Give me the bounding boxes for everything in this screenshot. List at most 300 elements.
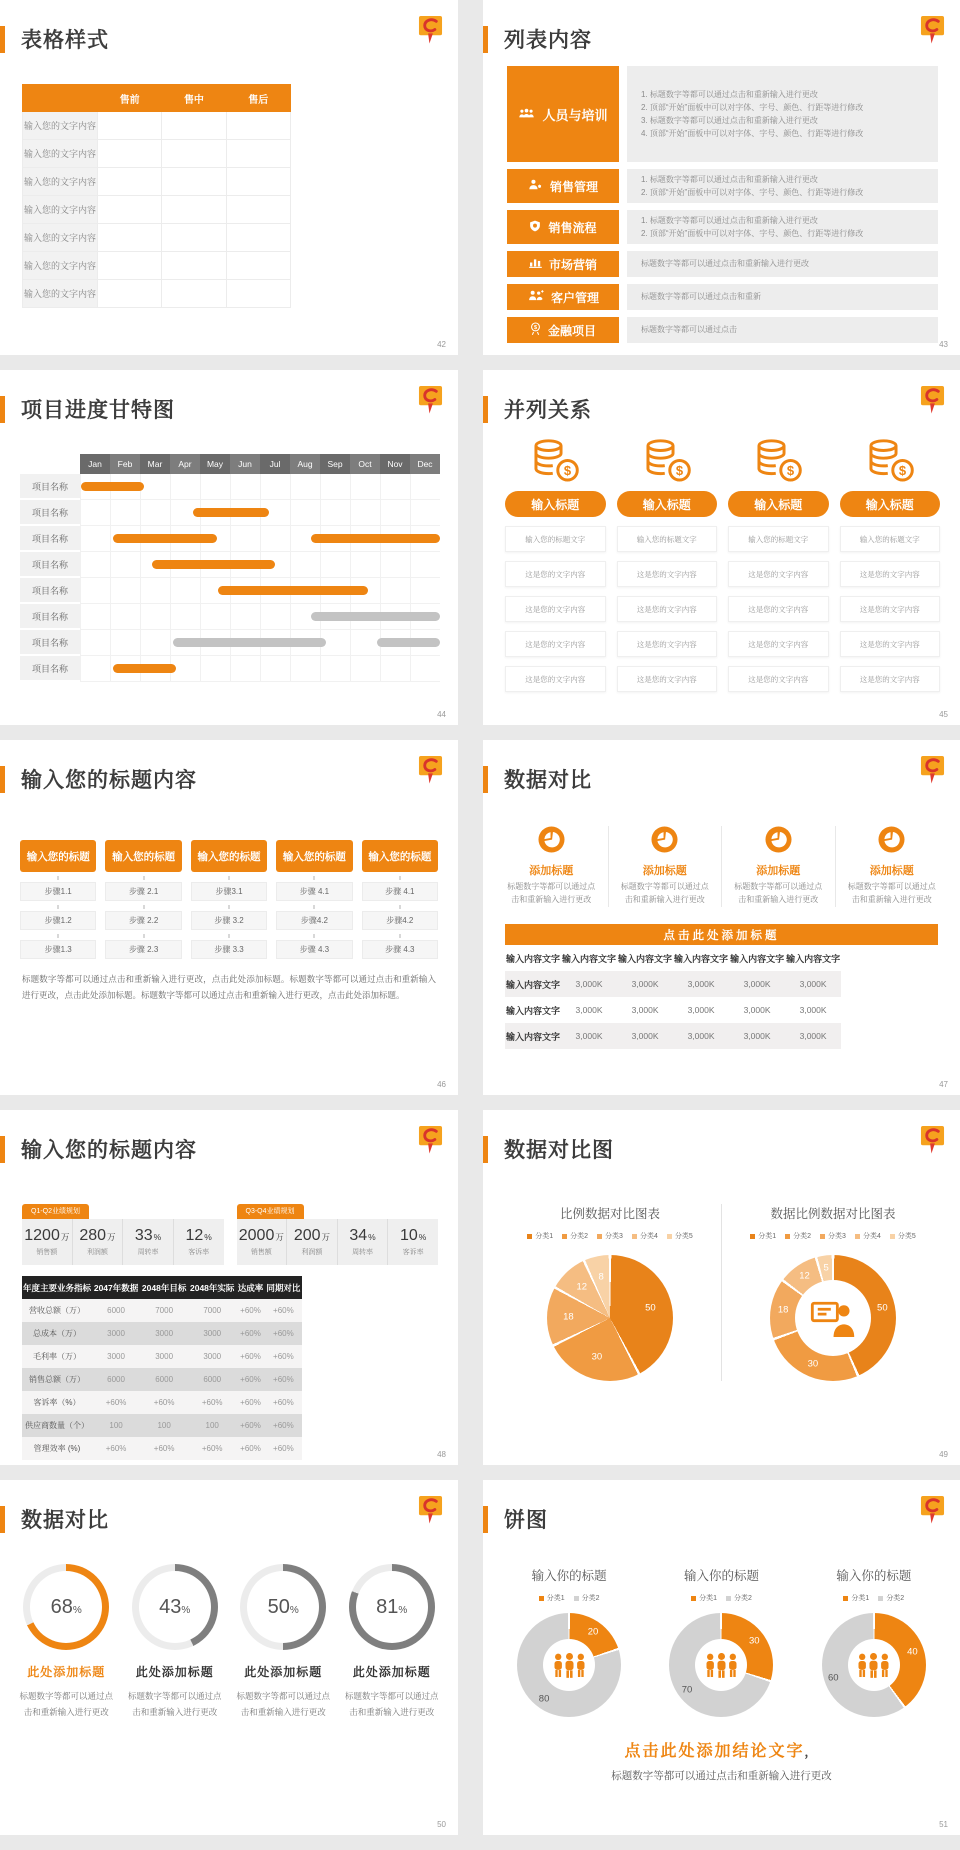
table-header-cell: 输入内容文字 bbox=[506, 954, 561, 964]
slide-47-data-compare[interactable] bbox=[483, 740, 960, 1095]
brand-logo-icon bbox=[418, 385, 443, 414]
parallel-column bbox=[617, 436, 718, 692]
table-cell: +60% bbox=[240, 1421, 261, 1430]
table-cell: 销售总额（万） bbox=[29, 1375, 85, 1384]
gantt-bar bbox=[193, 508, 270, 517]
legend-label: 分类5 bbox=[897, 1233, 916, 1240]
kpi-table bbox=[22, 1276, 302, 1460]
gantt-bar bbox=[152, 560, 275, 569]
desc-line: 标题数字等都可以通过点击和重新 bbox=[641, 292, 761, 302]
table-cell: +60% bbox=[240, 1444, 261, 1453]
pie-chart-icon bbox=[765, 826, 792, 854]
progress-item bbox=[12, 1564, 121, 1720]
progress-ring bbox=[132, 1564, 218, 1650]
table-header-cell: 售后 bbox=[226, 85, 290, 112]
slide-49-pie-compare[interactable] bbox=[483, 1110, 960, 1465]
title-accent-bar bbox=[0, 26, 5, 53]
step-column-header: 输入您的标题 bbox=[362, 840, 438, 872]
gantt-month: May bbox=[200, 454, 230, 474]
progress-percent: 50 bbox=[267, 1595, 290, 1618]
brand-logo-icon bbox=[920, 385, 945, 414]
column-title-button: 输入标题 bbox=[728, 491, 829, 517]
table-row bbox=[22, 1368, 302, 1391]
legend-item bbox=[820, 1231, 846, 1241]
text-box: 输入您的标题文字 bbox=[617, 526, 718, 552]
chart-legend bbox=[798, 1593, 950, 1603]
list-item-label: 销售管理 bbox=[549, 179, 598, 194]
slide-46-steps[interactable] bbox=[0, 740, 458, 1095]
stat-value: 280万 bbox=[79, 1226, 116, 1244]
table-cell: +60% bbox=[201, 1444, 223, 1453]
step-item: 步骤 4.1 bbox=[362, 882, 438, 901]
table-cell bbox=[98, 140, 162, 168]
gantt-row bbox=[20, 552, 440, 578]
table-cell: 3,000K bbox=[743, 1031, 771, 1041]
legend-item bbox=[691, 1593, 717, 1603]
row-label: 输入您的文字内容 bbox=[23, 168, 98, 196]
legend-label: 分类1 bbox=[851, 1595, 870, 1602]
table-banner: 点击此处添加标题 bbox=[505, 924, 938, 945]
title-accent-bar bbox=[483, 766, 488, 793]
stat-unit: 万 bbox=[321, 1231, 331, 1242]
legend-marker bbox=[539, 1596, 544, 1601]
table-header-cell: 2048年实际 bbox=[188, 1276, 236, 1299]
table-header-cell: 2047年数据 bbox=[92, 1276, 140, 1299]
table-cell: 100 bbox=[157, 1421, 171, 1430]
table-header-cell: 输入内容文字 bbox=[674, 954, 729, 964]
list-item-desc bbox=[627, 251, 938, 277]
text-box: 这是您的文字内容 bbox=[505, 666, 606, 692]
legend-item bbox=[574, 1593, 600, 1603]
legend-marker bbox=[750, 1234, 755, 1239]
slide-title: 饼图 bbox=[504, 1509, 548, 1532]
step-column bbox=[362, 840, 438, 959]
donut-chart-block bbox=[721, 1204, 944, 1381]
gantt-row-label: 项目名称 bbox=[20, 630, 80, 656]
chart-title: 输入你的标题 bbox=[836, 1569, 912, 1583]
progress-value bbox=[139, 1571, 211, 1643]
progress-title: 此处添加标题 bbox=[135, 1665, 214, 1679]
table-cell bbox=[162, 280, 226, 308]
chart-value-label: 8 bbox=[598, 1271, 604, 1283]
table-cell: 3000 bbox=[203, 1329, 222, 1338]
step-item: 步骤3.1 bbox=[191, 882, 267, 901]
stat-item bbox=[122, 1219, 173, 1265]
gantt-row-cells bbox=[80, 552, 440, 578]
legend-marker bbox=[597, 1234, 602, 1239]
chart-value-label: 12 bbox=[799, 1270, 810, 1282]
legend-marker bbox=[890, 1234, 895, 1239]
gantt-row bbox=[20, 474, 440, 500]
stat-label: 客诉率 bbox=[188, 1248, 210, 1256]
stat-label: 周转率 bbox=[352, 1248, 374, 1256]
progress-item bbox=[121, 1564, 230, 1720]
gantt-row bbox=[20, 526, 440, 552]
finance-icon bbox=[530, 322, 541, 338]
percent-sign: % bbox=[72, 1604, 82, 1616]
legend-label: 分类1 bbox=[546, 1595, 565, 1602]
stat-unit: % bbox=[368, 1231, 376, 1242]
column-title-button: 输入标题 bbox=[840, 491, 941, 517]
feature-item bbox=[608, 826, 722, 907]
table-cell: 3000 bbox=[155, 1352, 174, 1361]
gantt-row-label: 项目名称 bbox=[20, 604, 80, 630]
chart-value-label: 18 bbox=[777, 1304, 789, 1316]
page-number: 50 bbox=[437, 1820, 446, 1829]
chart-value-label: 50 bbox=[645, 1302, 656, 1314]
stat-groups bbox=[22, 1200, 438, 1265]
brand-logo-icon bbox=[920, 1495, 945, 1524]
step-item: 步骤 3.2 bbox=[191, 911, 267, 930]
table-row bbox=[505, 1023, 841, 1049]
text-box: 这是您的文字内容 bbox=[728, 631, 829, 657]
list-items bbox=[507, 66, 938, 350]
parallel-column bbox=[840, 436, 941, 692]
chart-value-label: 40 bbox=[907, 1646, 918, 1658]
table-cell: 3000 bbox=[107, 1352, 125, 1361]
gantt-bar bbox=[113, 534, 217, 543]
step-column-header: 输入您的标题 bbox=[276, 840, 352, 872]
text-box: 这是您的文字内容 bbox=[505, 596, 606, 622]
conclusion-title: 点击此处添加结论文字， bbox=[624, 1743, 819, 1760]
table-cell: 管理效率 (%) bbox=[33, 1444, 81, 1453]
page-number: 51 bbox=[939, 1820, 948, 1829]
chart-title: 输入你的标题 bbox=[683, 1569, 759, 1583]
table-cell: 3,000K bbox=[799, 1005, 827, 1015]
table-cell bbox=[98, 280, 162, 308]
table-row bbox=[505, 971, 841, 997]
market-chart-icon bbox=[529, 257, 542, 271]
feature-title: 添加标题 bbox=[869, 865, 914, 877]
slide-title: 项目进度甘特图 bbox=[21, 399, 175, 422]
table-cell bbox=[98, 112, 162, 140]
chart-legend bbox=[645, 1593, 797, 1603]
legend-item bbox=[597, 1231, 623, 1241]
progress-ring bbox=[240, 1564, 326, 1650]
slide-43-list-content[interactable] bbox=[483, 0, 960, 355]
page-number: 44 bbox=[437, 710, 446, 719]
table-cell: 供应商数量（个） bbox=[25, 1421, 89, 1430]
sales-process-icon bbox=[529, 220, 541, 235]
list-item-desc bbox=[627, 210, 938, 244]
gantt-row-cells bbox=[80, 474, 440, 500]
text-box: 这是您的文字内容 bbox=[728, 666, 829, 692]
slide-51-pie-charts[interactable] bbox=[483, 1480, 960, 1835]
chart-legend bbox=[493, 1593, 645, 1603]
stat-label: 周转率 bbox=[137, 1248, 159, 1256]
stat-label: 销售额 bbox=[250, 1248, 272, 1256]
table-header-cell: 达成率 bbox=[236, 1276, 264, 1299]
svg-text:$: $ bbox=[675, 462, 683, 478]
table-cell: 100 bbox=[205, 1421, 219, 1430]
chart-pair bbox=[499, 1204, 944, 1381]
desc-line: 2. 顶部“开始”面板中可以对字体、字号、颜色、行距等进行修改 bbox=[641, 188, 864, 197]
stat-item bbox=[237, 1219, 287, 1265]
stat-item bbox=[22, 1219, 72, 1265]
legend-item bbox=[562, 1231, 588, 1241]
table-cell: 3,000K bbox=[631, 1031, 659, 1041]
title-accent-bar bbox=[483, 1506, 488, 1533]
table-cell: 3,000K bbox=[799, 1031, 827, 1041]
table-cell: +60% bbox=[153, 1444, 175, 1453]
table-cell bbox=[162, 224, 226, 252]
text-box: 输入您的标题文字 bbox=[840, 526, 941, 552]
stat-label: 客诉率 bbox=[402, 1248, 424, 1256]
stat-unit: % bbox=[418, 1231, 427, 1242]
title-accent-bar bbox=[0, 396, 5, 423]
chart-value-label: 70 bbox=[681, 1684, 693, 1696]
table-cell: 3,000K bbox=[631, 1005, 659, 1015]
table-cell bbox=[98, 168, 162, 196]
feature-title: 添加标题 bbox=[529, 865, 574, 877]
step-column bbox=[20, 840, 96, 959]
title-accent-bar bbox=[483, 396, 488, 423]
chart-value-label: 80 bbox=[538, 1693, 550, 1705]
title-accent-bar bbox=[0, 1506, 5, 1533]
donut-chart bbox=[669, 1613, 773, 1717]
list-item-desc bbox=[627, 284, 938, 310]
coins-dollar-icon bbox=[529, 436, 581, 484]
pie-chart-icon bbox=[651, 826, 678, 854]
legend-item bbox=[843, 1593, 869, 1603]
pie-block bbox=[493, 1566, 645, 1717]
slide-header bbox=[483, 764, 592, 794]
stat-value: 34% bbox=[349, 1226, 376, 1244]
legend-label: 分类2 bbox=[886, 1595, 905, 1602]
row-label: 输入您的文字内容 bbox=[23, 252, 98, 280]
table-header-cell: 输入内容文字 bbox=[730, 954, 785, 964]
table-cell bbox=[226, 112, 290, 140]
chart-value-label: 50 bbox=[877, 1302, 888, 1314]
list-item-desc bbox=[627, 169, 938, 203]
progress-percent: 43 bbox=[159, 1595, 182, 1618]
stat-group-body bbox=[237, 1219, 439, 1265]
legend-label: 分类4 bbox=[639, 1233, 658, 1240]
slide-header bbox=[483, 24, 592, 54]
table-cell: +60% bbox=[273, 1375, 294, 1384]
brand-logo-icon bbox=[920, 15, 945, 44]
table-cell: 6000 bbox=[107, 1306, 125, 1315]
list-item-header bbox=[507, 317, 619, 343]
table-cell: 6000 bbox=[203, 1375, 222, 1384]
gantt-month: Mar bbox=[140, 454, 170, 474]
svg-text:$: $ bbox=[564, 462, 572, 478]
slide-48-kpi-table[interactable] bbox=[0, 1110, 458, 1465]
gantt-row-cells bbox=[80, 604, 440, 630]
feature-desc: 标题数字等都可以通过点击和重新输入进行更改 bbox=[507, 882, 596, 904]
chart-value-label: 30 bbox=[749, 1635, 760, 1647]
page-number: 48 bbox=[437, 1450, 446, 1459]
desc-line: 2. 顶部“开始”面板中可以对字体、字号、颜色、行距等进行修改 bbox=[641, 102, 864, 112]
text-box: 这是您的文字内容 bbox=[840, 596, 941, 622]
gantt-row-label: 项目名称 bbox=[20, 474, 80, 500]
progress-percent: 68 bbox=[50, 1595, 73, 1618]
slide-50-progress-rings[interactable] bbox=[0, 1480, 458, 1835]
stat-item bbox=[337, 1219, 388, 1265]
progress-caption: 标题数字等都可以通过点击和重新输入进行更改 bbox=[236, 1691, 330, 1718]
slide-42-table-style[interactable] bbox=[0, 0, 458, 355]
chart-value-label: 20 bbox=[587, 1626, 599, 1638]
table-cell: +60% bbox=[273, 1398, 294, 1407]
legend-label: 分类2 bbox=[581, 1595, 600, 1602]
chart-value-label: 12 bbox=[576, 1281, 588, 1293]
table-cell: 3000 bbox=[107, 1329, 125, 1338]
pie-chart-icon bbox=[878, 826, 905, 854]
gantt-chart bbox=[20, 454, 440, 682]
slide-header bbox=[0, 394, 175, 424]
list-item bbox=[507, 284, 938, 310]
step-column-header: 输入您的标题 bbox=[20, 840, 96, 872]
text-box: 这是您的文字内容 bbox=[505, 631, 606, 657]
gantt-month: Jun bbox=[230, 454, 260, 474]
legend-label: 分类3 bbox=[828, 1233, 846, 1240]
stat-value: 1200万 bbox=[24, 1226, 70, 1244]
list-item bbox=[507, 66, 938, 162]
table-row bbox=[22, 1391, 302, 1414]
percent-sign: % bbox=[289, 1604, 299, 1616]
step-item: 步骤1.1 bbox=[20, 882, 96, 901]
table-cell: 输入内容文字 bbox=[506, 1005, 561, 1016]
table-cell: 100 bbox=[109, 1421, 123, 1430]
table-header-cell bbox=[23, 85, 98, 112]
row-label: 输入您的文字内容 bbox=[23, 140, 98, 168]
table-cell bbox=[162, 168, 226, 196]
gantt-row bbox=[20, 630, 440, 656]
stat-group-tag: Q3-Q4业绩规划 bbox=[237, 1204, 304, 1219]
step-item: 步骤1.2 bbox=[20, 911, 96, 930]
step-item: 步骤 4.3 bbox=[276, 940, 352, 959]
page-number: 43 bbox=[939, 340, 948, 349]
desc-line: 1. 标题数字等都可以通过点击和重新输入进行更改 bbox=[641, 215, 818, 225]
feature-title: 添加标题 bbox=[642, 865, 687, 877]
table-cell: 3,000K bbox=[575, 1031, 603, 1041]
legend-marker bbox=[562, 1234, 567, 1239]
pie-block bbox=[798, 1566, 950, 1717]
parallel-columns bbox=[505, 436, 940, 692]
legend-label: 分类1 bbox=[699, 1595, 717, 1602]
table-cell: 7000 bbox=[203, 1306, 222, 1315]
legend-item bbox=[539, 1593, 565, 1603]
row-label: 输入您的文字内容 bbox=[23, 280, 98, 308]
table-row bbox=[23, 280, 291, 308]
progress-ring bbox=[349, 1564, 435, 1650]
gantt-row-cells bbox=[80, 578, 440, 604]
column-title-button: 输入标题 bbox=[617, 491, 718, 517]
table-cell bbox=[162, 196, 226, 224]
stat-value: 12% bbox=[185, 1226, 212, 1244]
step-item: 步骤 3.3 bbox=[191, 940, 267, 959]
step-item: 步骤 4.3 bbox=[362, 940, 438, 959]
table-cell: 3,000K bbox=[631, 979, 659, 989]
percent-sign: % bbox=[181, 1604, 191, 1616]
table-header-cell: 输入内容文字 bbox=[562, 954, 617, 964]
slide-45-parallel[interactable] bbox=[483, 370, 960, 725]
table-cell: 3,000K bbox=[687, 979, 715, 989]
gantt-month: Jul bbox=[260, 454, 290, 474]
legend-label: 分类5 bbox=[674, 1233, 693, 1240]
list-item bbox=[507, 169, 938, 203]
donut-chart-row bbox=[493, 1566, 950, 1717]
step-columns bbox=[20, 840, 438, 959]
progress-caption: 标题数字等都可以通过点击和重新输入进行更改 bbox=[19, 1691, 113, 1718]
row-label: 输入您的文字内容 bbox=[23, 196, 98, 224]
legend-marker bbox=[855, 1234, 860, 1239]
slide-title: 数据对比 bbox=[21, 1509, 109, 1532]
desc-line: 4. 顶部“开始”面板中可以对字体、字号、颜色、行距等进行修改 bbox=[641, 129, 864, 139]
progress-caption: 标题数字等都可以通过点击和重新输入进行更改 bbox=[127, 1691, 222, 1718]
list-item bbox=[507, 317, 938, 343]
table-cell: 客诉率（%） bbox=[33, 1398, 81, 1407]
gantt-bar bbox=[311, 534, 440, 543]
list-item-label: 人员与培训 bbox=[542, 107, 608, 123]
slide-header bbox=[0, 1504, 109, 1534]
list-item bbox=[507, 251, 938, 277]
title-accent-bar bbox=[483, 1136, 488, 1163]
table-cell: 营收总额（万） bbox=[29, 1306, 85, 1315]
legend-label: 分类2 bbox=[793, 1233, 812, 1240]
legend-marker bbox=[726, 1596, 731, 1601]
legend-item bbox=[726, 1593, 752, 1603]
table-cell: +60% bbox=[273, 1352, 294, 1361]
table-row bbox=[23, 112, 291, 140]
desc-line: 1. 标题数字等都可以通过点击和重新输入进行更改 bbox=[641, 174, 818, 184]
chart-title: 输入你的标题 bbox=[531, 1569, 607, 1583]
gantt-bar bbox=[377, 638, 440, 647]
row-label: 输入您的文字内容 bbox=[23, 112, 98, 140]
table-cell: 3,000K bbox=[799, 979, 827, 989]
feature-item bbox=[721, 826, 835, 907]
gantt-bar bbox=[113, 664, 176, 673]
title-accent-bar bbox=[0, 1136, 5, 1163]
coins-dollar-icon bbox=[864, 436, 916, 484]
step-item: 步骤4.2 bbox=[276, 911, 352, 930]
table-header-row bbox=[22, 1276, 302, 1299]
stat-value: 33% bbox=[134, 1226, 162, 1244]
table-row bbox=[22, 1437, 302, 1460]
stat-group bbox=[237, 1200, 439, 1265]
feature-desc: 标题数字等都可以通过点击和重新输入进行更改 bbox=[620, 882, 709, 904]
chart-title: 比例数据对比图表 bbox=[559, 1207, 660, 1221]
feature-item bbox=[835, 826, 949, 907]
progress-ring-row bbox=[12, 1564, 446, 1720]
list-item-header bbox=[507, 284, 619, 310]
progress-value bbox=[30, 1571, 102, 1643]
table-cell bbox=[162, 252, 226, 280]
pie-chart-block bbox=[499, 1204, 721, 1381]
legend-item bbox=[785, 1231, 811, 1241]
list-item-header bbox=[507, 210, 619, 244]
page-number: 47 bbox=[939, 1080, 948, 1089]
gantt-row-cells bbox=[80, 656, 440, 682]
donut-center bbox=[848, 1639, 900, 1691]
slide-title: 并列关系 bbox=[504, 399, 592, 422]
table-cell: +60% bbox=[201, 1398, 223, 1407]
progress-title: 此处添加标题 bbox=[244, 1665, 323, 1679]
table-cell bbox=[226, 252, 290, 280]
legend-marker bbox=[820, 1234, 825, 1239]
legend-item bbox=[632, 1231, 658, 1241]
slide-44-gantt[interactable] bbox=[0, 370, 458, 725]
text-box: 这是您的文字内容 bbox=[840, 631, 941, 657]
text-box: 这是您的文字内容 bbox=[728, 596, 829, 622]
percent-sign: % bbox=[398, 1604, 408, 1616]
slide-title: 输入您的标题内容 bbox=[21, 769, 197, 792]
legend-marker bbox=[574, 1596, 579, 1601]
list-item-header bbox=[507, 169, 619, 203]
legend-item bbox=[855, 1231, 881, 1241]
table-row bbox=[23, 196, 291, 224]
gantt-bar bbox=[81, 482, 144, 491]
